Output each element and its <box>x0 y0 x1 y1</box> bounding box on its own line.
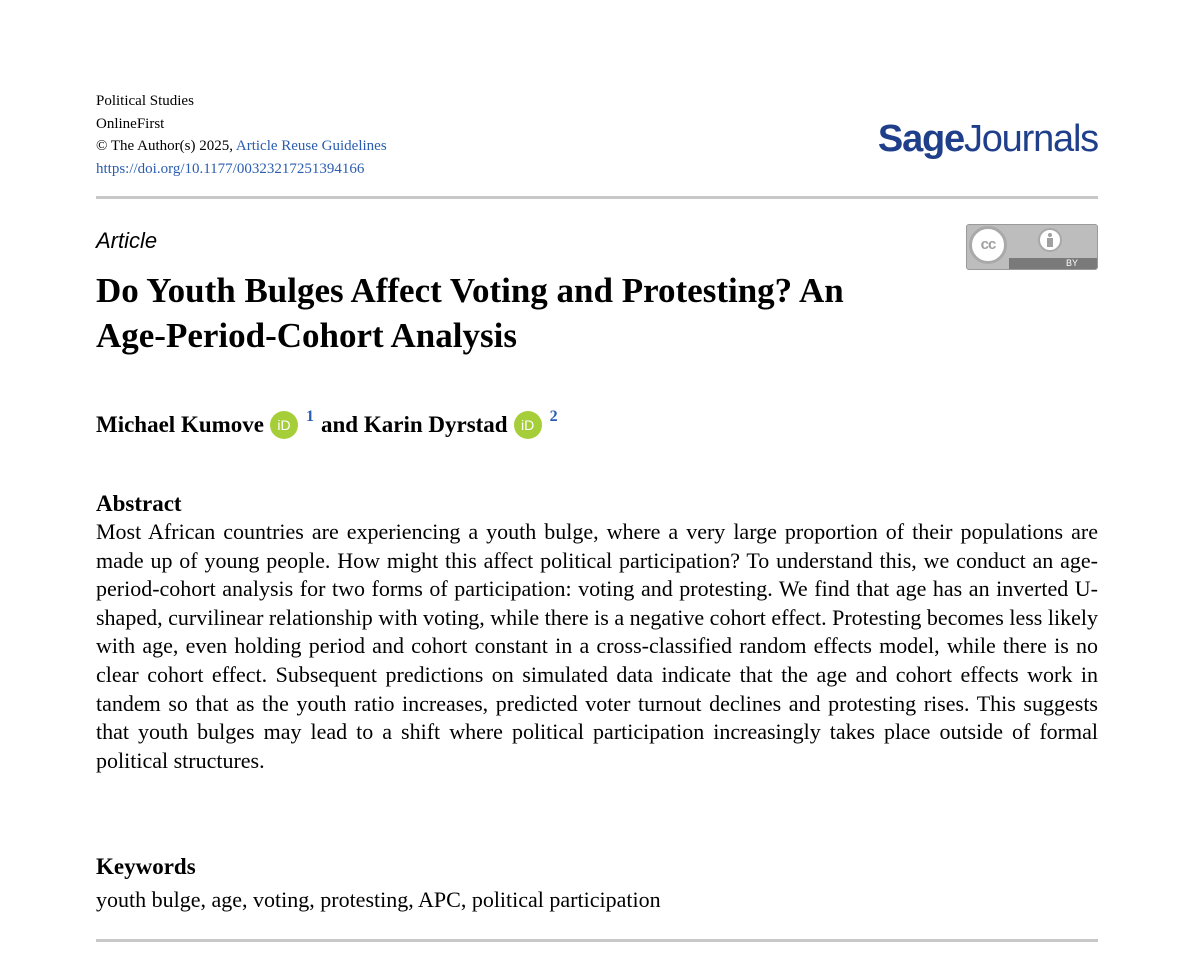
article-type-label: Article <box>96 228 158 253</box>
logo-journals-text: Journals <box>963 118 1098 160</box>
attribution-person-icon <box>1038 228 1062 252</box>
abstract-heading: Abstract <box>96 491 182 516</box>
doi-link[interactable]: https://doi.org/10.1177/00323217251394166 <box>96 160 365 177</box>
reuse-guidelines-link[interactable]: Article Reuse Guidelines <box>235 138 387 154</box>
bottom-divider <box>96 939 1098 942</box>
orcid-icon[interactable]: iD <box>270 411 298 439</box>
orcid-icon[interactable]: iD <box>514 411 542 439</box>
affiliation-marker[interactable]: 2 <box>549 408 558 425</box>
article-title: Do Youth Bulges Affect Voting and Protesting? An Age-Period-Cohort Analysis <box>96 271 844 355</box>
top-divider <box>96 196 1098 199</box>
author-separator: and <box>321 412 359 437</box>
keywords-heading: Keywords <box>96 854 196 879</box>
by-label: BY <box>1009 258 1097 269</box>
journal-name: Political Studies <box>96 93 194 109</box>
logo-sage-text: Sage <box>877 118 964 160</box>
cc-by-license-badge[interactable] <box>966 224 1098 270</box>
abstract-text: Most African countries are experiencing a youth bulge, where a very large proportion of their populations are made up of young people. How might this affect political participation? To understand this, we conduct an age-period-cohort analysis for two forms of participation: voting and protesting. We find that age has an inverted U-shaped, curvilinear relationship with voting, while there is a negative cohort effect. Protesting becomes less likely with age, even holding period and cohort constant in a cross-classified random effects model, while there is no clear cohort effect. Subsequent predictions on simulated data indicate that the age and cohort effects work in tandem so that as the youth ratio increases, predicted voter turnout declines and protesting rises. This suggests that youth bulges may lead to a shift where political participation increasingly takes place outside of formal political structures. <box>96 519 1098 773</box>
keywords-list: youth bulge, age, voting, protesting, APC, political participation <box>96 887 661 912</box>
author-name[interactable]: Karin Dyrstad <box>363 412 508 437</box>
sage-journals-logo[interactable] <box>878 116 1098 162</box>
journal-issue: OnlineFirst <box>96 115 165 132</box>
copyright-line <box>96 135 387 158</box>
cc-icon: cc <box>969 226 1007 264</box>
author-name[interactable]: Michael Kumove <box>96 412 264 437</box>
journal-metadata <box>96 90 387 180</box>
affiliation-marker[interactable]: 1 <box>306 408 314 425</box>
author-list <box>96 408 565 442</box>
copyright-text: © The Author(s) 2025, <box>96 138 236 154</box>
